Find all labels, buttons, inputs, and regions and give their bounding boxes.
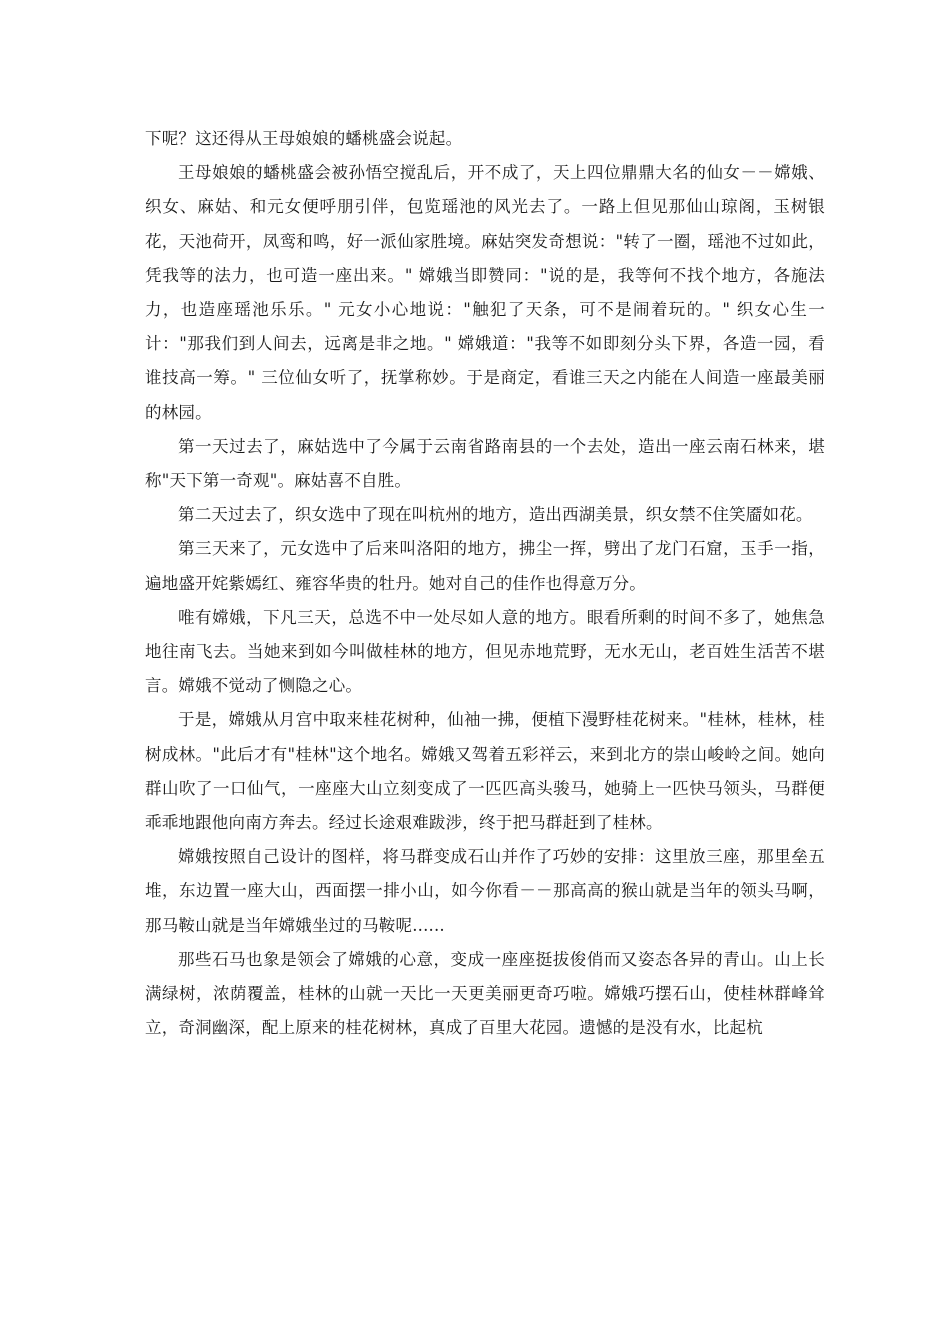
paragraph-change-search: 唯有嫦娥，下凡三天，总选不中一处尽如人意的地方。眼看所剩的时间不多了，她焦急地往南飞去。当她来到如今叫做桂林的地方，但见赤地荒野，无水无山，老百姓生活苦不堪言。嫦娥不觉动了恻隐之心。 — [145, 607, 825, 696]
paragraph-day-one: 第一天过去了，麻姑选中了今属于云南省路南县的一个去处，造出一座云南石林来，堪称"天下第一奇观"。麻姑喜不自胜。 — [145, 436, 825, 491]
paragraph-day-three: 第三天来了，元女选中了后来叫洛阳的地方，拂尘一挥，劈出了龙门石窟，玉手一指，遍地盛开姹紫嫣红、雍容华贵的牡丹。她对自己的佳作也得意万分。 — [145, 539, 825, 593]
paragraph-green-mountains: 那些石马也象是领会了嫦娥的心意，变成一座座挺拔俊俏而又姿态各异的青山。山上长满绿树，浓荫覆盖，桂林的山就一天比一天更美丽更奇巧啦。嫦娥巧摆石山，使桂林群峰耸立，奇洞幽深，配上原来的桂花树林，真成了百里大花园。遗憾的是没有水，比起杭 — [145, 949, 825, 1038]
paragraph-stone-hills: 嫦娥按照自己设计的图样，将马群变成石山并作了巧妙的安排：这里放三座，那里垒五堆，东边置一座大山，西面摆一排小山，如今你看－－那高高的猴山就是当年的领头马啊，那马鞍山就是当年嫦娥坐过的马鞍呢...... — [145, 847, 825, 935]
document-body — [145, 122, 825, 1045]
paragraph-peach-banquet: 王母娘娘的蟠桃盛会被孙悟空搅乱后，开不成了，天上四位鼎鼎大名的仙女－－嫦娥、织女、麻姑、和元女便呼朋引伴，包览瑶池的风光去了。一路上但见那仙山琼阁，玉树银花，天池荷开，凤鸾和鸣，好一派仙家胜境。麻姑突发奇想说："转了一圈，瑶池不过如此，凭我等的法力，也可造一座出来。" 嫦娥当即赞同："说的是，我等何不找个地方，各施法力，也造座瑶池乐乐。" 元女小心地说："触犯了天条，可不是闹着玩的。" 织女心生一计："那我们到人间去，远离是非之地。" 嫦娥道："我等不如即刻分头下界，各造一园，看谁技高一筹。" 三位仙女听了，抚掌称妙。于是商定，看谁三天之内能在人间造一座最美丽的林园。 — [145, 163, 825, 422]
paragraph-continuation: 下呢？这还得从王母娘娘的蟠桃盛会说起。 — [145, 129, 463, 148]
paragraph-day-two: 第二天过去了，织女选中了现在叫杭州的地方，造出西湖美景，织女禁不住笑靥如花。 — [178, 505, 813, 525]
paragraph-osmanthus-horses: 于是，嫦娥从月宫中取来桂花树种，仙袖一拂，便植下漫野桂花树来。"桂林，桂林，桂树成林。"此后才有"桂林"这个地名。嫦娥又驾着五彩祥云，来到北方的崇山峻岭之间。她向群山吹了一口仙气，一座座大山立刻变成了一匹匹高头骏马，她骑上一匹快马领头，马群便乖乖地跟他向南方奔去。经过长途艰难跋涉，终于把马群赶到了桂林。 — [145, 710, 825, 833]
